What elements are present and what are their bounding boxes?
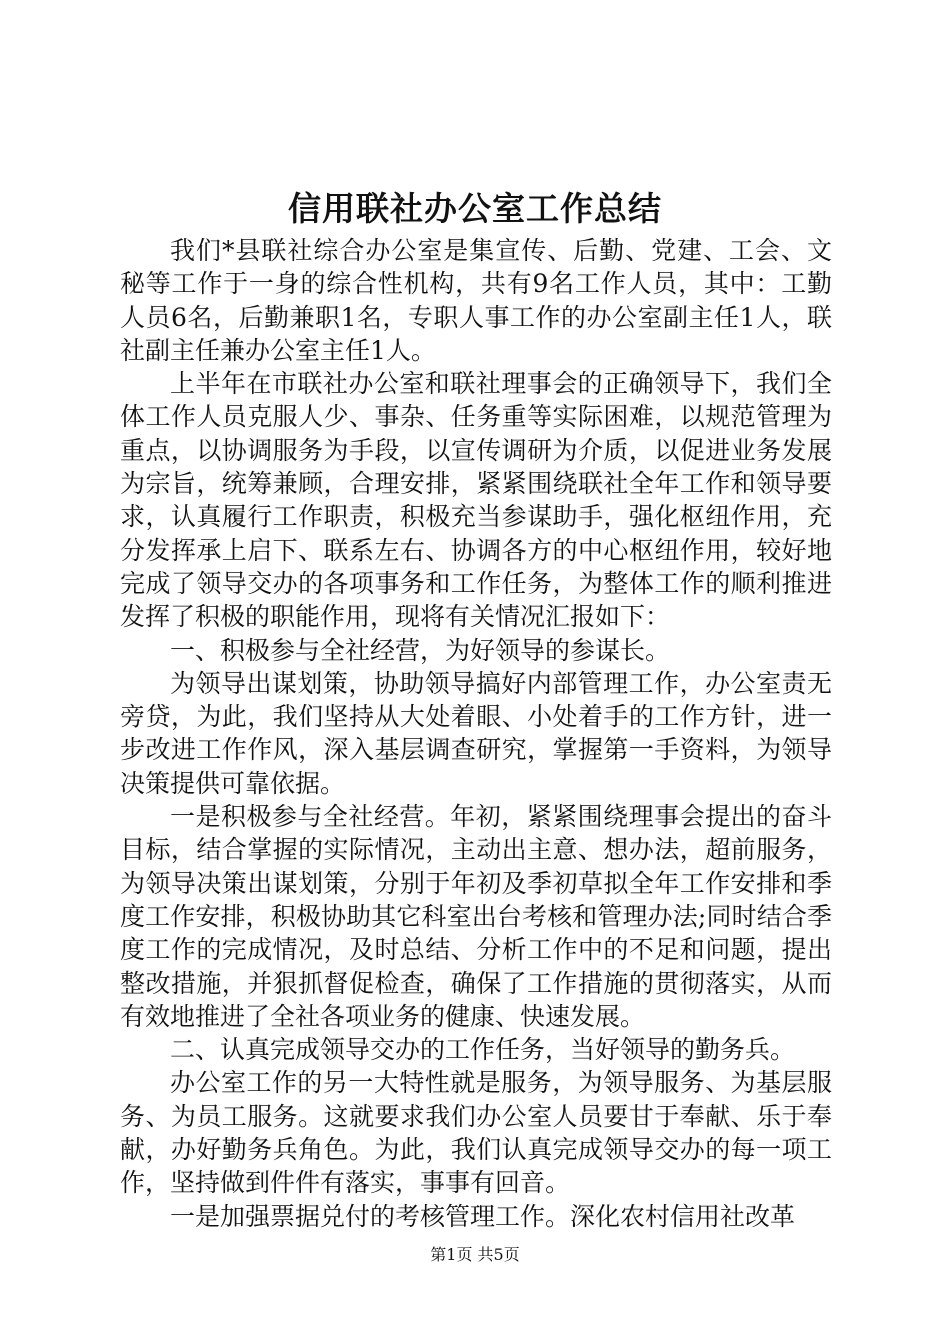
section-heading-1: 一、积极参与全社经营，为好领导的参谋长。 [170,635,671,665]
page-footer: 第1页 共5页 [430,1245,520,1264]
section-heading-2: 二、认真完成领导交办的工作任务，当好领导的勤务兵。 [170,1035,796,1065]
paragraph-section-2: 办公室工作的另一大特性就是服务，为领导服务、为基层服务、为员工服务。这就要求我们办公室人员要甘于奉献、乐于奉献，办好勤务兵角色。为此，我们认真完成领导交办的每一项工作，坚持做到件件有落实，事事有回音。 [120,1068,832,1198]
paragraph-intro: 我们*县联社综合办公室是集宣传、后勤、党建、工会、文秘等工作于一身的综合性机构，共有9名工作人员，其中：工勤人员6名，后勤兼职1名，专职人事工作的办公室副主任1人，联社副主任兼办公室主任1人。 [120,236,832,365]
document-body [120,234,832,1233]
paragraph-section-2-point-1: 一是加强票据兑付的考核管理工作。深化农村信用社改革 [170,1201,796,1231]
paragraph-overview: 上半年在市联社办公室和联社理事会的正确领导下，我们全体工作人员克服人少、事杂、任务重等实际困难，以规范管理为重点，以协调服务为手段，以宣传调研为介质，以促进业务发展为宗旨，统筹兼顾，合理安排，紧紧围绕联社全年工作和领导要求，认真履行工作职责，积极充当参谋助手，强化枢纽作用，充分发挥承上启下、联系左右、协调各方的中心枢纽作用，较好地完成了领导交办的各项事务和工作任务，为整体工作的顺利推进发挥了积极的职能作用，现将有关情况汇报如下： [120,369,832,632]
paragraph-section-1-point-1: 一是积极参与全社经营。年初，紧紧围绕理事会提出的奋斗目标，结合掌握的实际情况，主动出主意、想办法，超前服务，为领导决策出谋划策，分别于年初及季初草拟全年工作安排和季度工作安排，积极协助其它科室出台考核和管理办法;同时结合季度工作的完成情况，及时总结、分析工作中的不足和问题，提出整改措施，并狠抓督促检查，确保了工作措施的贯彻落实，从而有效地推进了全社各项业务的健康、快速发展。 [120,802,832,1031]
document-title: 信用联社办公室工作总结 [288,189,662,228]
paragraph-section-1: 为领导出谋划策，协助领导搞好内部管理工作，办公室责无旁贷，为此，我们坚持从大处着眼、小处着手的工作方针，进一步改进工作作风，深入基层调查研究，掌握第一手资料，为领导决策提供可靠依据。 [120,668,832,798]
